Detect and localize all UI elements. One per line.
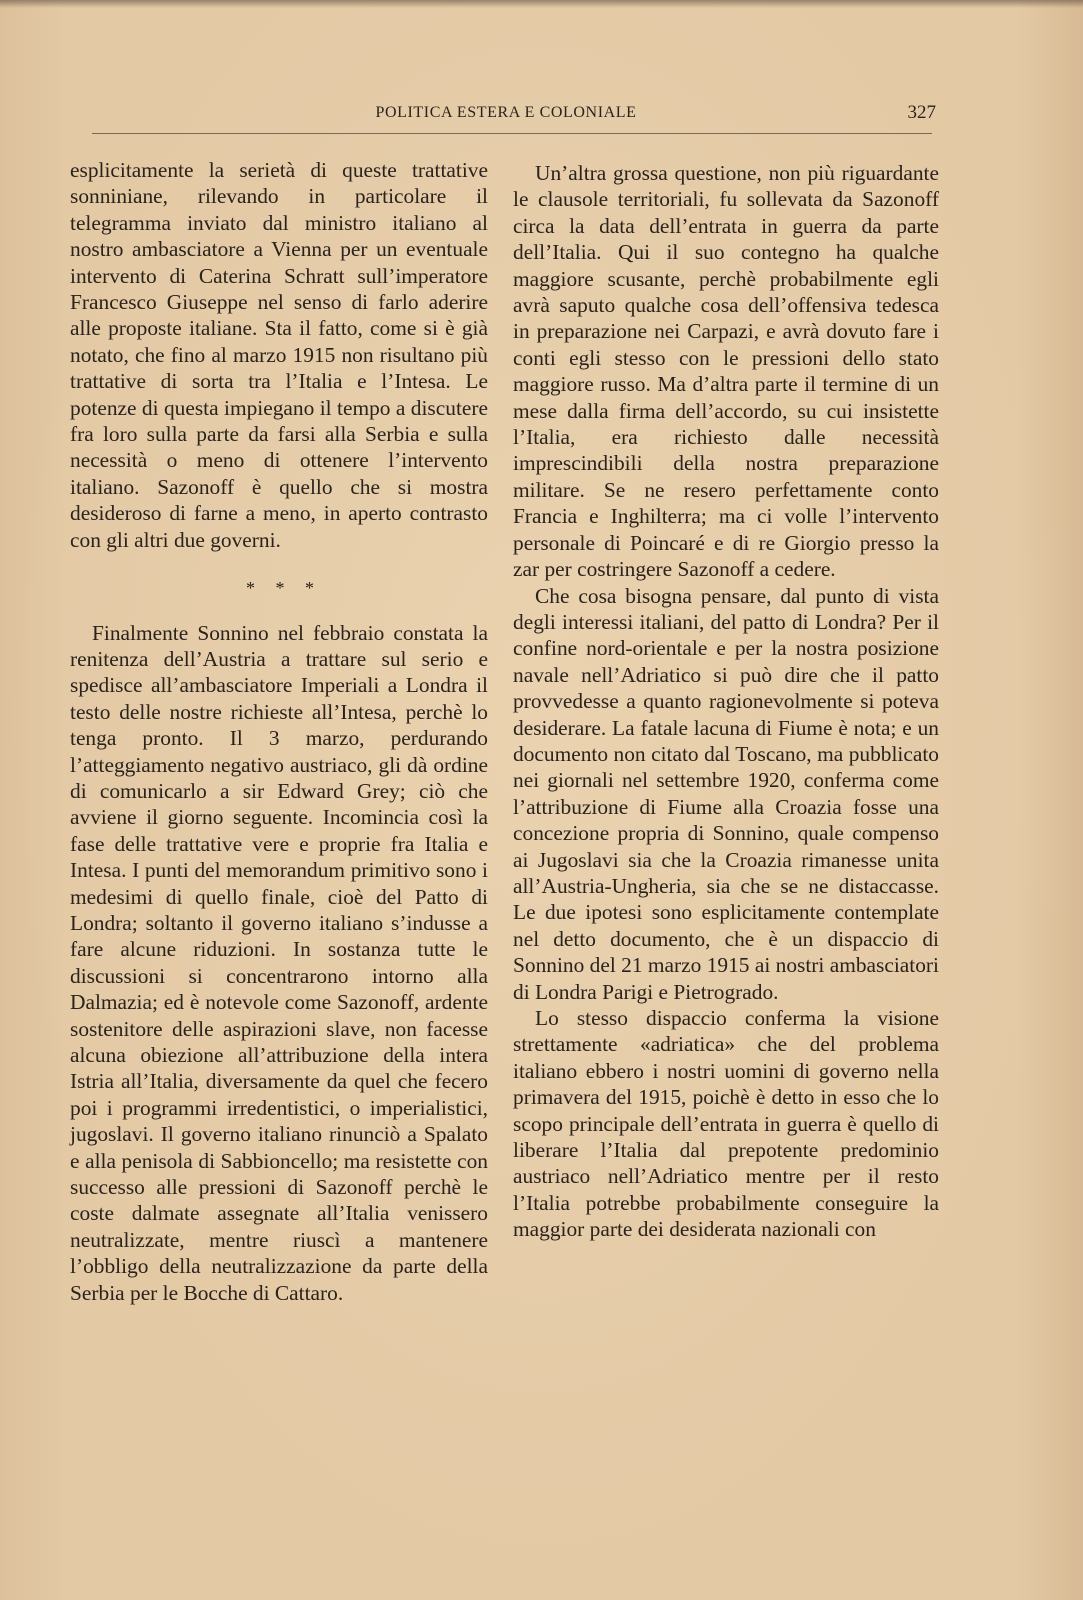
left-paragraph-2: Finalmente Sonnino nel febbraio constata la renitenza dell’Austria a trattare sul serio e spedisce all’ambasciatore Imperiali a Londra il testo delle nostre richieste all’Intesa, perchè lo tenga pronto. Il 3 marzo, perdurando l’atteggiamento negativo austriaco, gli dà ordine di comunicarlo a sir Edward Grey; ciò che avviene il giorno seguente. Incomincia così la fase delle trattative vere e proprie fra Italia e Intesa. I punti del memorandum primitivo sono i medesimi di quello finale, cioè del Patto di Londra; soltanto il governo italiano s’indusse a fare alcune riduzioni. In sostanza tutte le discussioni si concentrarono intorno alla Dalmazia; ed è notevole come Sazonoff, ardente sostenitore delle aspirazioni slave, non facesse alcuna obiezione all’attribuzione della intera Istria all’Italia, diversamente da quel che fecero poi i programmi irredentistici, o imperialistici, jugoslavi. Il governo italiano rinunciò a Spalato e alla penisola di Sabbioncello; ma resistette con successo alle pressioni di Sazonoff perchè le coste dalmate assegnate all’Italia venissero neutralizzate, mentre riuscì a mantenere l’obbligo della neutralizzazione da parte della Serbia per le Bocche di Cattaro. (70, 620, 488, 1305)
page-number: 327 (907, 102, 936, 123)
right-column (513, 160, 939, 1243)
running-title: POLITICA ESTERA E COLONIALE (375, 104, 637, 121)
left-column (70, 157, 488, 1306)
left-paragraph-1: esplicitamente la serietà di queste trattative sonniniane, rilevando in particolare il telegramma inviato dal ministro italiano al nostro ambasciatore a Vienna per un eventuale intervento di Caterina Schratt sull’imperatore Francesco Giuseppe nel senso di farlo aderire alle proposte italiane. Sta il fatto, come si è già notato, che fino al marzo 1915 non risultano più trattative di sorta tra l’Italia e l’Intesa. Le potenze di questa impiegano il tempo a discutere fra loro sulla parte da farsi alla Serbia e sulla necessità o meno di ottenere l’intervento italiano. Sazonoff è quello che si mostra desideroso di farne a meno, in aperto contrasto con gli altri due governi. (70, 158, 488, 552)
right-paragraph-3: Lo stesso dispaccio conferma la visione strettamente «adriatica» che del problema italiano ebbero i nostri uomini di governo nella primavera del 1915, poichè è detto in esso che lo scopo principale dell’entrata in guerra è quello di liberare l’Italia dal prepotente predominio austriaco nell’Adriatico mentre per il resto l’Italia potrebbe probabilmente conseguire la maggior parte dei desiderata nazionali con (513, 1006, 939, 1242)
header-rule (92, 133, 932, 134)
right-paragraph-2: Che cosa bisogna pensare, dal punto di vista degli interessi italiani, del patto di Londra? Per il confine nord-orientale e per la nostra posizione navale nell’Adriatico si può dire che il patto provvedesse a quanto ragionevolmente si poteva desiderare. La fatale lacuna di Fiume è nota; e un documento non citato dal Toscano, ma pubblicato nei giornali nel settembre 1920, conferma come l’attribuzione di Fiume alla Croazia fosse una concezione propria di Sonnino, quale compenso ai Jugoslavi sia che la Croazia rimanesse unita all’Austria-Ungheria, sia che se ne distaccasse. Le due ipotesi sono esplicitamente contemplate nel detto documento, che è un dispaccio di Sonnino del 21 marzo 1915 ai nostri ambasciatori di Londra Parigi e Pietrogrado. (513, 583, 939, 1004)
section-separator: * * * (246, 578, 322, 599)
running-head (72, 100, 940, 128)
page-top-edge (0, 0, 1083, 8)
right-paragraph-1: Un’altra grossa questione, non più riguardante le clausole territoriali, fu sollevata da Sazonoff circa la data dell’entrata in guerra da parte dell’Italia. Qui il suo contegno ha qualche maggiore scusante, perchè probabilmente egli avrà saputo qualche cosa dell’offensiva tedesca in preparazione nei Carpazi, e avrà dovuto fare i conti egli stesso con le pressioni dello stato maggiore russo. Ma d’altra parte il termine di un mese dalla firma dell’accordo, su cui insistette l’Italia, era richiesto dalle necessità imprescindibili della nostra preparazione militare. Se ne resero perfettamente conto Francia e Inghilterra; ma ci volle l’intervento personale di Poincaré e di re Giorgio presso la zar per costringere Sazonoff a cedere. (513, 161, 939, 582)
